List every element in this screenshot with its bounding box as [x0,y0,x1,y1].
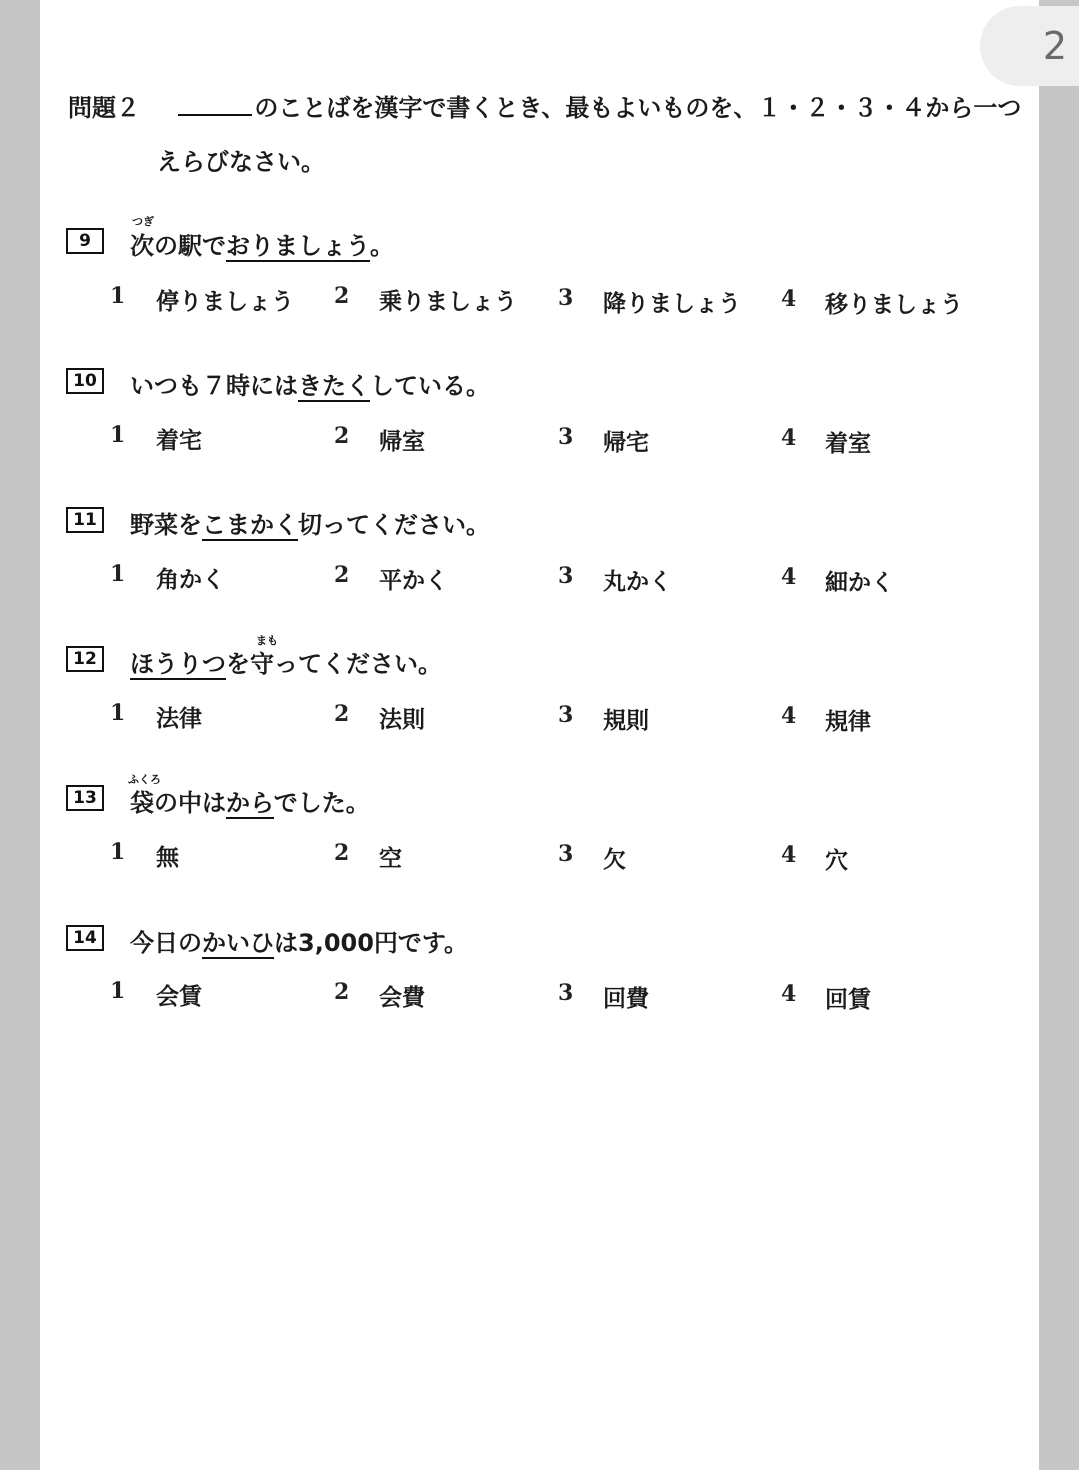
furigana: ふくろ [128,773,161,786]
option-number[interactable]: 4 [781,286,797,312]
kanji-with-furigana: 袋 [130,789,154,817]
underlined-word: かいひ [202,929,274,957]
instruction-line-2: えらびなさい。 [157,148,325,176]
option-text[interactable]: 回賃 [825,987,871,1013]
question-sentence [130,366,490,401]
option-number[interactable]: 2 [334,562,350,588]
question-sentence [130,505,490,540]
question-number: 11 [66,507,104,533]
option-text[interactable]: 移りましょう [825,292,963,318]
question-sentence [130,226,394,261]
sentence-part: 切ってください。 [298,511,490,539]
option-text[interactable]: 空 [379,846,402,872]
option-number[interactable]: 1 [110,422,126,448]
option-number[interactable]: 1 [110,561,126,587]
underlined-word: から [226,789,274,817]
sentence-part: 今日の [130,929,202,957]
option-number[interactable]: 2 [334,840,350,866]
sentence-part: でした。 [273,789,370,817]
instruction-line-1: のことばを漢字で書くとき、最もよいものを、１・２・３・４から一つ [254,94,1022,122]
question-sentence [130,783,370,818]
option-text[interactable]: 会費 [379,985,425,1011]
option-number[interactable]: 3 [558,563,574,589]
option-number[interactable]: 3 [558,980,574,1006]
sentence-part: を [226,650,250,678]
sentence-part: いつも７時には [130,372,298,400]
section-heading [68,88,1021,123]
option-text[interactable]: 角かく [156,567,225,593]
sentence-part: ってください。 [274,650,442,678]
option-number[interactable]: 1 [110,978,126,1004]
option-text[interactable]: 細かく [825,570,894,596]
option-number[interactable]: 4 [781,564,797,590]
option-number[interactable]: 4 [781,981,797,1007]
option-text[interactable]: 着宅 [156,428,202,454]
underlined-word: ほうりつ [130,650,226,678]
question-sentence [130,644,442,679]
question-number: 12 [66,646,104,672]
sentence-part: の駅で [154,232,226,260]
answer-blank-sample [178,96,252,116]
option-text[interactable]: 無 [156,845,179,871]
question-sentence [130,923,468,958]
underlined-word: おりましょう [226,232,370,260]
option-number[interactable]: 3 [558,841,574,867]
question-number: 9 [66,228,104,254]
option-text[interactable]: 欠 [603,847,626,873]
option-text[interactable]: 平かく [379,568,448,594]
option-text[interactable]: 帰室 [379,429,425,455]
sentence-part: している。 [370,372,490,400]
option-text[interactable]: 法律 [156,706,202,732]
option-text[interactable]: 法則 [379,707,425,733]
option-text[interactable]: 停りましょう [156,289,294,315]
question-number: 14 [66,925,104,951]
option-text[interactable]: 乗りましょう [379,289,517,315]
option-number[interactable]: 1 [110,700,126,726]
sentence-part: の中は [154,789,226,817]
option-text[interactable]: 規律 [825,709,871,735]
sentence-part: は3,000円です。 [274,929,468,957]
furigana: つぎ [132,215,154,228]
option-text[interactable]: 着室 [825,431,871,457]
option-text[interactable]: 会賃 [156,984,202,1010]
option-number[interactable]: 2 [334,701,350,727]
option-number[interactable]: 3 [558,285,574,311]
option-number[interactable]: 3 [558,424,574,450]
question-number: 10 [66,368,104,394]
option-number[interactable]: 2 [334,423,350,449]
option-text[interactable]: 帰宅 [603,430,649,456]
option-number[interactable]: 4 [781,703,797,729]
underlined-word: きたく [298,372,370,400]
option-text[interactable]: 規則 [603,708,649,734]
option-number[interactable]: 4 [781,425,797,451]
option-text[interactable]: 降りましょう [603,291,741,317]
sentence-part: 。 [370,232,394,260]
option-number[interactable]: 1 [110,283,126,309]
kanji-with-furigana: 次 [130,232,154,260]
option-number[interactable]: 4 [781,842,797,868]
option-number[interactable]: 2 [334,979,350,1005]
furigana: まも [256,634,278,647]
option-text[interactable]: 回費 [603,986,649,1012]
option-text[interactable]: 丸かく [603,569,672,595]
option-text[interactable]: 穴 [825,848,848,874]
sentence-part: 野菜を [130,511,202,539]
option-number[interactable]: 1 [110,839,126,865]
option-number[interactable]: 2 [334,283,350,309]
worksheet-page [40,0,1039,1470]
section-label: 問題２ [68,94,140,122]
option-number[interactable]: 3 [558,702,574,728]
page-number-badge: 2 [980,6,1079,86]
kanji-with-furigana: 守 [250,650,274,678]
question-number: 13 [66,785,104,811]
underlined-word: こまかく [202,511,298,539]
